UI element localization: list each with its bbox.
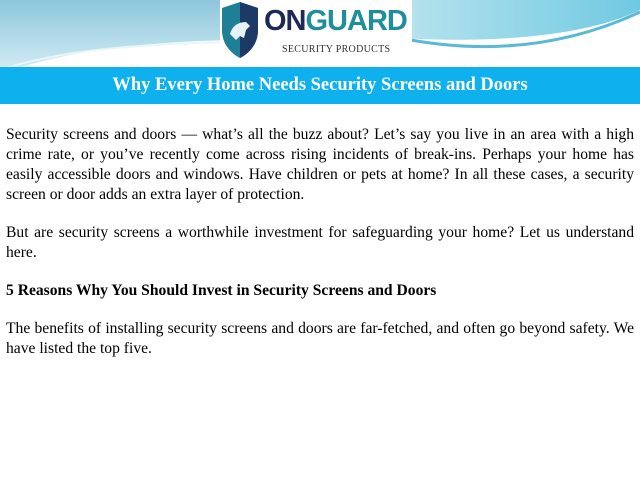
brand-on: ON	[264, 5, 306, 37]
paragraph: Security screens and doors — what’s all the buzz about? Let’s say you live in an area with a high crime rate, or you’ve recently come across rising incidents of break-ins. Perhaps your home has easily accessible doors and windows. Have children or pets at home? In all these cases, a security screen or door adds an extra layer of protection.	[6, 126, 634, 203]
title-banner: Why Every Home Needs Security Screens and Doors	[0, 67, 640, 104]
paragraph: But are security screens a worthwhile investment for safeguarding your home? Let us understand here.	[6, 224, 634, 261]
brand-name	[264, 6, 407, 36]
shield-lion-icon	[220, 0, 260, 60]
section-heading: 5 Reasons Why You Should Invest in Security Screens and Doors	[6, 282, 437, 299]
header	[0, 0, 640, 67]
article-body	[6, 125, 634, 377]
logo	[220, 0, 412, 66]
paragraph: The benefits of installing security screens and doors are far-fetched, and often go beyond safety. We have listed the top five.	[6, 320, 634, 357]
brand-guard: GUARD	[305, 5, 407, 37]
brand-tagline: SECURITY PRODUCTS	[282, 44, 391, 55]
